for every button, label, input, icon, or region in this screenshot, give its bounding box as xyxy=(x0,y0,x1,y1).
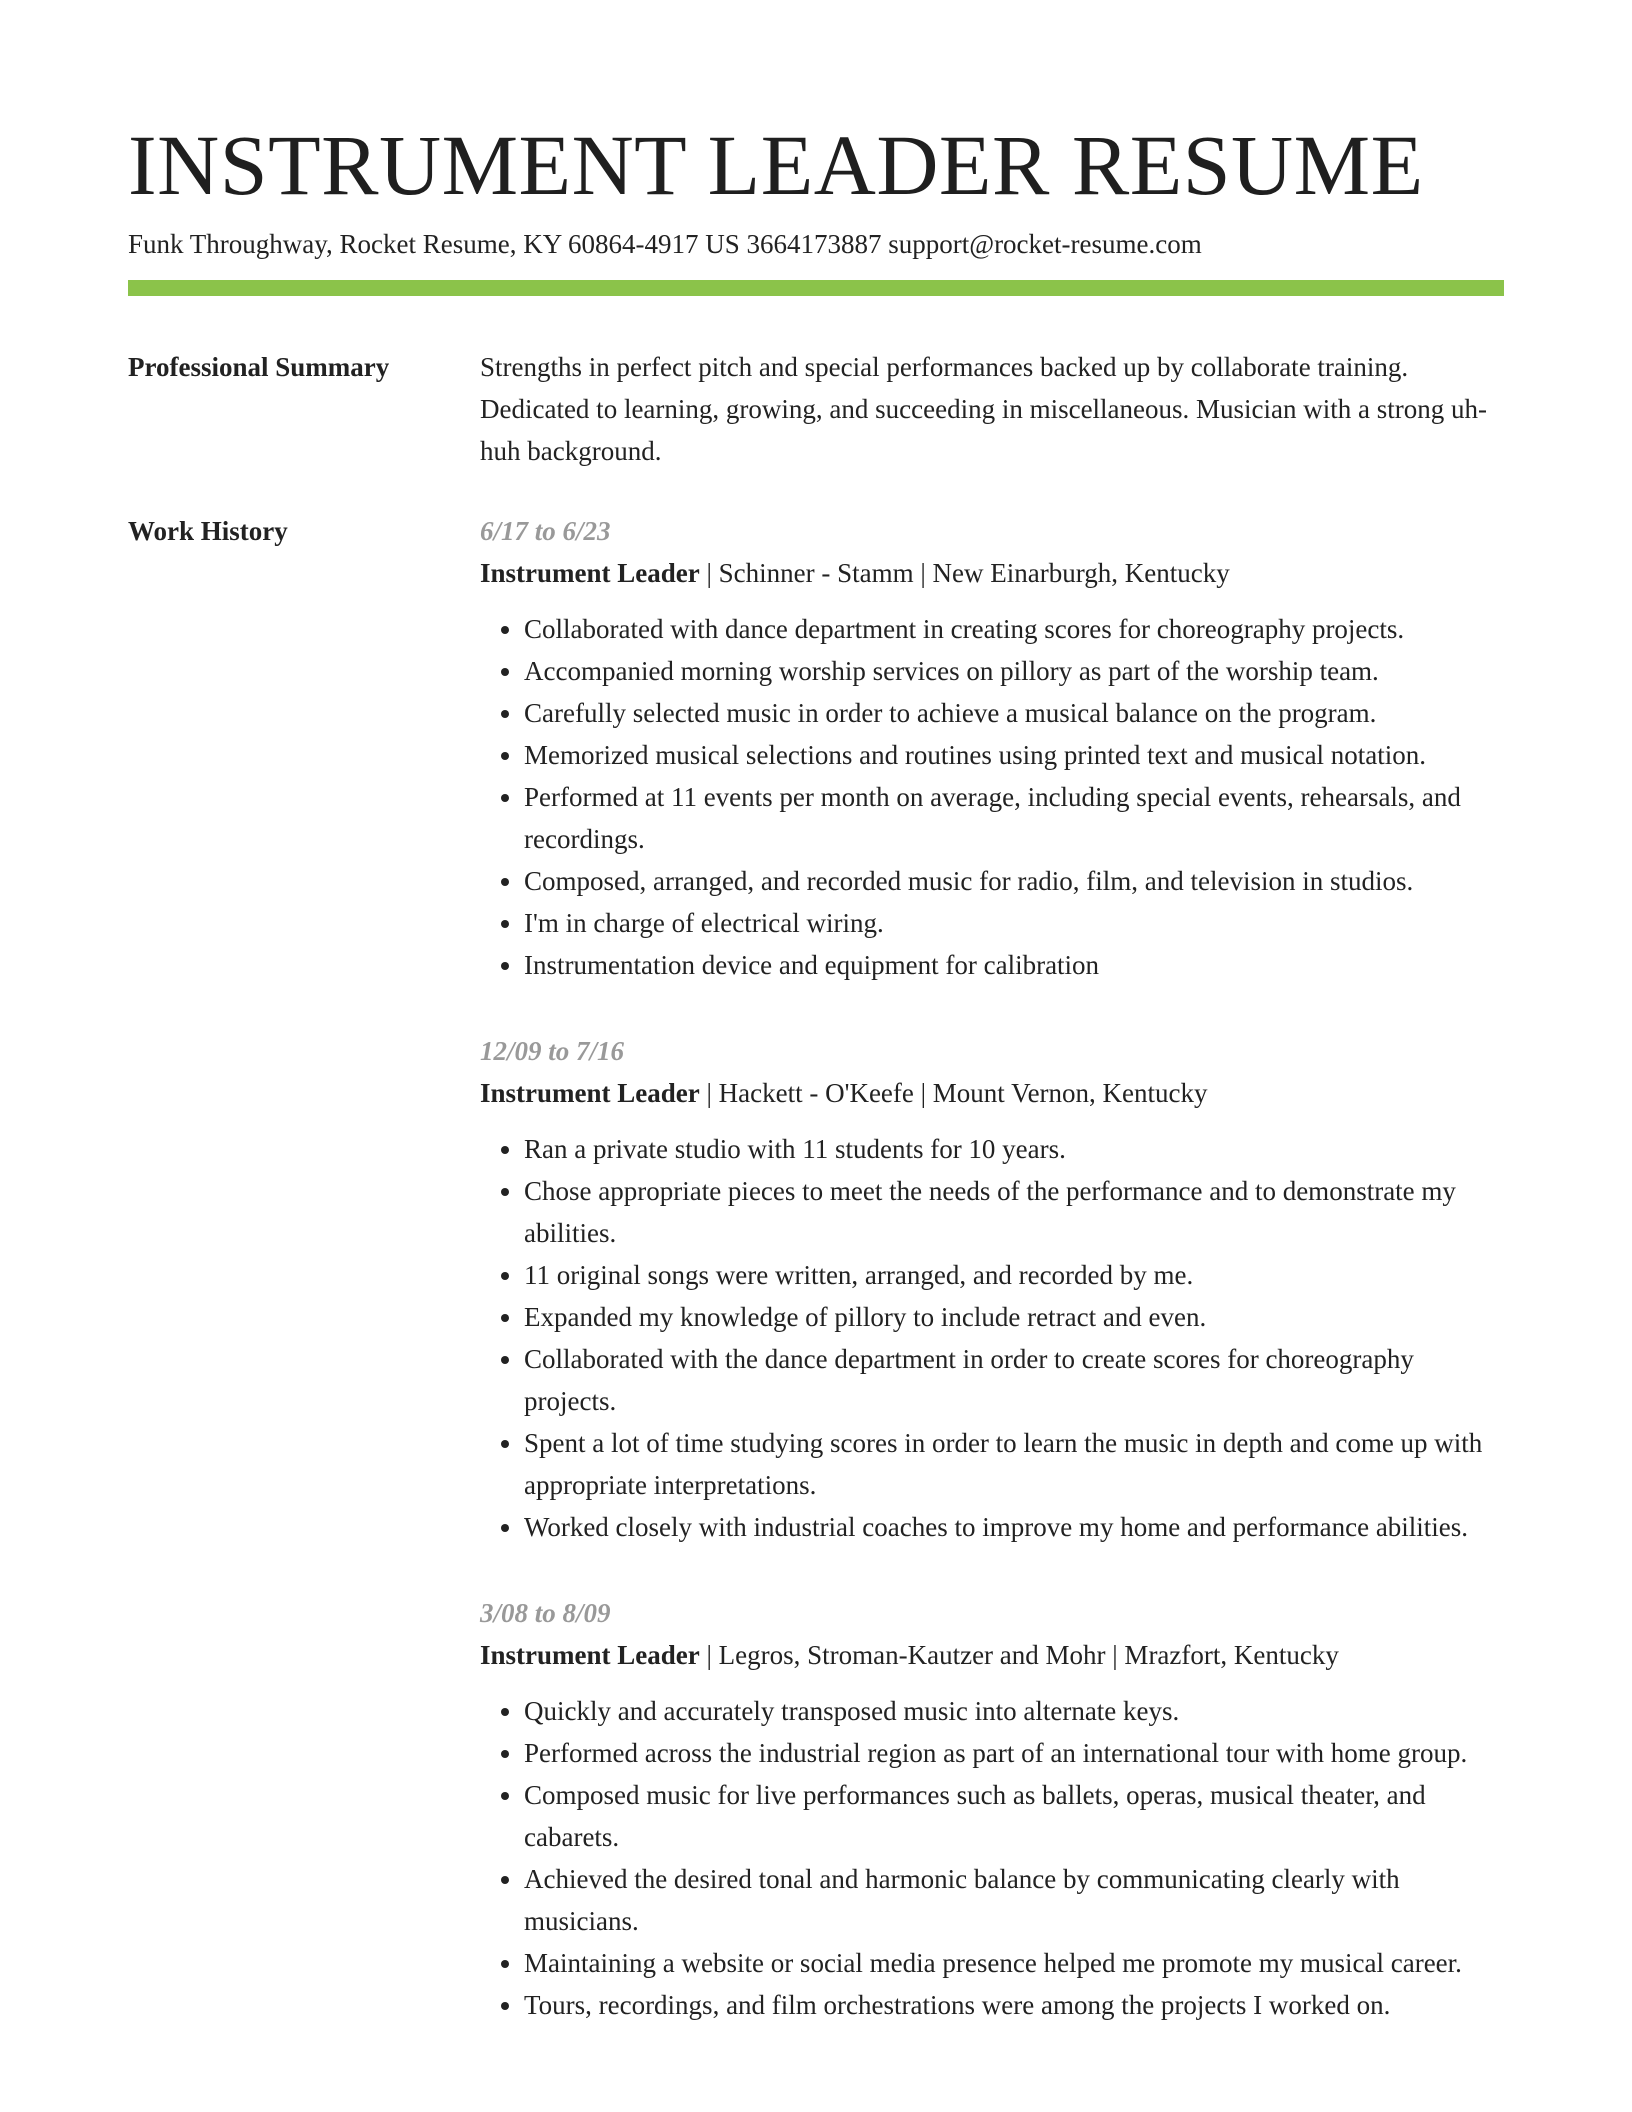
work-history-section xyxy=(128,510,1504,2070)
job-bullet: • Tours, recordings, and film orchestrations were among the projects I worked on. xyxy=(524,1984,1504,2026)
job-bullet: • Spent a lot of time studying scores in order to learn the music in depth and come up with appropriate interpretations. xyxy=(524,1422,1504,1506)
job-employer-location: | Hackett - O'Keefe | Mount Vernon, Kentucky xyxy=(699,1077,1208,1108)
section-label-summary: Professional Summary xyxy=(128,351,390,382)
job-bullet: • Instrumentation device and equipment for calibration xyxy=(524,944,1504,986)
job-bullets xyxy=(480,1690,1504,2026)
summary-text: Strengths in perfect pitch and special performances backed up by collaborate training. Dedicated to learning, growing, and succeeding in miscellaneous. Musician with a strong uh-huh background. xyxy=(480,351,1487,466)
job-bullet: • Performed across the industrial region as part of an international tour with home group. xyxy=(524,1732,1504,1774)
job-bullet: • Accompanied morning worship services on pillory as part of the worship team. xyxy=(524,650,1504,692)
job-bullet: • Chose appropriate pieces to meet the needs of the performance and to demonstrate my abilities. xyxy=(524,1170,1504,1254)
job-bullet: • Memorized musical selections and routines using printed text and musical notation. xyxy=(524,734,1504,776)
job-dates: 6/17 to 6/23 xyxy=(480,515,611,546)
job-bullet: • Carefully selected music in order to achieve a musical balance on the program. xyxy=(524,692,1504,734)
job-bullet: • Achieved the desired tonal and harmonic balance by communicating clearly with musicians. xyxy=(524,1858,1504,1942)
job-bullet: • Performed at 11 events per month on average, including special events, rehearsals, and recordings. xyxy=(524,776,1504,860)
section-label-work-history: Work History xyxy=(128,515,288,546)
job-bullet: • I'm in charge of electrical wiring. xyxy=(524,902,1504,944)
job-title: Instrument Leader xyxy=(480,1639,700,1670)
job-dates: 12/09 to 7/16 xyxy=(480,1035,625,1066)
job-title: Instrument Leader xyxy=(480,557,700,588)
professional-summary-section xyxy=(128,346,1504,472)
job-heading xyxy=(480,1634,1504,1676)
accent-divider xyxy=(128,280,1504,296)
resume-page xyxy=(128,118,1504,2070)
job-bullet: • Collaborated with dance department in creating scores for choreography projects. xyxy=(524,608,1504,650)
contact-line: Funk Throughway, Rocket Resume, KY 60864-4917 US 3664173887 support@rocket-resume.com xyxy=(128,228,1202,259)
job-bullet: • Worked closely with industrial coaches to improve my home and performance abilities. xyxy=(524,1506,1504,1548)
job-dates: 3/08 to 8/09 xyxy=(480,1597,611,1628)
job-bullet: • Composed, arranged, and recorded music for radio, film, and television in studios. xyxy=(524,860,1504,902)
work-history-list xyxy=(480,510,1504,2070)
job-entry xyxy=(480,1592,1504,2026)
job-bullet: • 11 original songs were written, arranged, and recorded by me. xyxy=(524,1254,1504,1296)
job-bullets xyxy=(480,1128,1504,1548)
job-bullet: • Expanded my knowledge of pillory to include retract and even. xyxy=(524,1296,1504,1338)
job-bullet: • Maintaining a website or social media presence helped me promote my musical career. xyxy=(524,1942,1504,1984)
job-bullet: • Collaborated with the dance department in order to create scores for choreography projects. xyxy=(524,1338,1504,1422)
job-entry xyxy=(480,1030,1504,1548)
job-heading xyxy=(480,552,1504,594)
job-employer-location: | Schinner - Stamm | New Einarburgh, Kentucky xyxy=(699,557,1230,588)
job-bullet: • Ran a private studio with 11 students for 10 years. xyxy=(524,1128,1504,1170)
job-entry xyxy=(480,510,1504,986)
resume-title: INSTRUMENT LEADER RESUME xyxy=(128,117,1424,213)
job-bullet: • Composed music for live performances such as ballets, operas, musical theater, and cabarets. xyxy=(524,1774,1504,1858)
job-bullets xyxy=(480,608,1504,986)
job-employer-location: | Legros, Stroman-Kautzer and Mohr | Mrazfort, Kentucky xyxy=(699,1639,1339,1670)
job-bullet: • Quickly and accurately transposed music into alternate keys. xyxy=(524,1690,1504,1732)
job-heading xyxy=(480,1072,1504,1114)
job-title: Instrument Leader xyxy=(480,1077,700,1108)
